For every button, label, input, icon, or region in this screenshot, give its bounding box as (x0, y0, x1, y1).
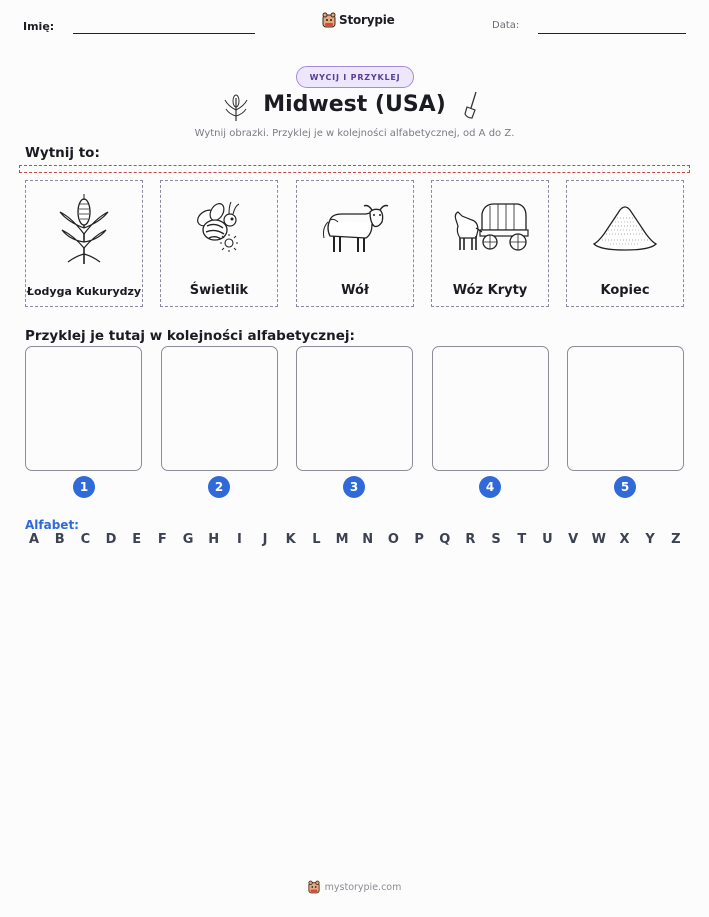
firefly-icon (189, 198, 249, 258)
corn-stalk-icon (54, 192, 114, 264)
name-field-line[interactable] (73, 33, 255, 34)
footer-url[interactable]: mystorypie.com (324, 881, 402, 893)
alphabet-letter: R (465, 532, 476, 547)
alphabet-letter: B (54, 532, 65, 547)
date-field-line[interactable] (538, 33, 686, 34)
brand-logo (322, 12, 395, 28)
alphabet-letter: N (362, 532, 374, 547)
storypie-mascot-icon (308, 880, 320, 894)
card-label: Łodyga Kukurydzy (26, 285, 142, 298)
storypie-mascot-icon (322, 12, 336, 28)
slot-number: 1 (73, 476, 95, 498)
date-label: Data: (492, 20, 520, 31)
alphabet-letter: X (619, 532, 630, 547)
cut-card[interactable] (296, 180, 414, 307)
alphabet-letter: J (262, 532, 268, 547)
paste-slot[interactable] (25, 346, 142, 471)
paste-slot[interactable] (161, 346, 278, 471)
paste-section-label: Przyklej je tutaj w kolejności alfabetycznej: (25, 328, 355, 344)
alphabet-letter: O (387, 532, 399, 547)
slot-number: 4 (479, 476, 501, 498)
shovel-icon (461, 90, 483, 120)
alphabet-letter: I (236, 532, 242, 547)
slot-number: 2 (208, 476, 230, 498)
alphabet-letter: G (182, 532, 194, 547)
alphabet-label: Alfabet: (25, 518, 79, 532)
card-label: Wół (341, 283, 369, 298)
alphabet-row (25, 532, 685, 547)
alphabet-letter: M (335, 532, 349, 547)
instructions: Wytnij obrazki. Przyklej je w kolejności alfabetycznej, od A do Z. (194, 128, 515, 139)
paste-slot[interactable] (296, 346, 413, 471)
slot-number: 3 (343, 476, 365, 498)
alphabet-letter: L (312, 532, 321, 547)
activity-badge: WYCIJ I PRZYKLEJ (296, 66, 414, 88)
alphabet-letter: U (542, 532, 553, 547)
card-label: Kopiec (600, 283, 650, 298)
footer (0, 880, 709, 894)
card-label: Wóz Kryty (452, 283, 528, 298)
alphabet-letter: Y (645, 532, 655, 547)
alphabet-letter: T (517, 532, 527, 547)
paste-slot[interactable] (567, 346, 684, 471)
alphabet-letter: H (208, 532, 220, 547)
alphabet-letter: Q (439, 532, 451, 547)
alphabet-letter: A (28, 532, 40, 547)
alphabet-letter: V (568, 532, 579, 547)
cut-card[interactable] (431, 180, 549, 307)
alphabet-letter: Z (671, 532, 681, 547)
alphabet-letter: S (491, 532, 501, 547)
cut-line (19, 165, 690, 173)
covered-wagon-icon (450, 198, 530, 258)
cut-card[interactable] (566, 180, 684, 307)
brand-name: Storypie (339, 13, 395, 27)
slot-number: 5 (614, 476, 636, 498)
alphabet-letter: F (157, 532, 167, 547)
alphabet-letter: P (414, 532, 424, 547)
alphabet-letter: D (105, 532, 117, 547)
cut-section-label: Wytnij to: (25, 145, 100, 161)
alphabet-letter: W (591, 532, 606, 547)
alphabet-letter: E (132, 532, 142, 547)
ox-icon (320, 198, 390, 258)
card-label: Świetlik (189, 283, 249, 298)
alphabet-letter: K (285, 532, 296, 547)
mound-icon (590, 198, 660, 258)
paste-slot[interactable] (432, 346, 549, 471)
name-label: Imię: (23, 20, 55, 33)
cut-card[interactable] (25, 180, 143, 307)
alphabet-letter: C (80, 532, 91, 547)
page-title: Midwest (USA) (263, 92, 446, 117)
cut-card[interactable] (160, 180, 278, 307)
